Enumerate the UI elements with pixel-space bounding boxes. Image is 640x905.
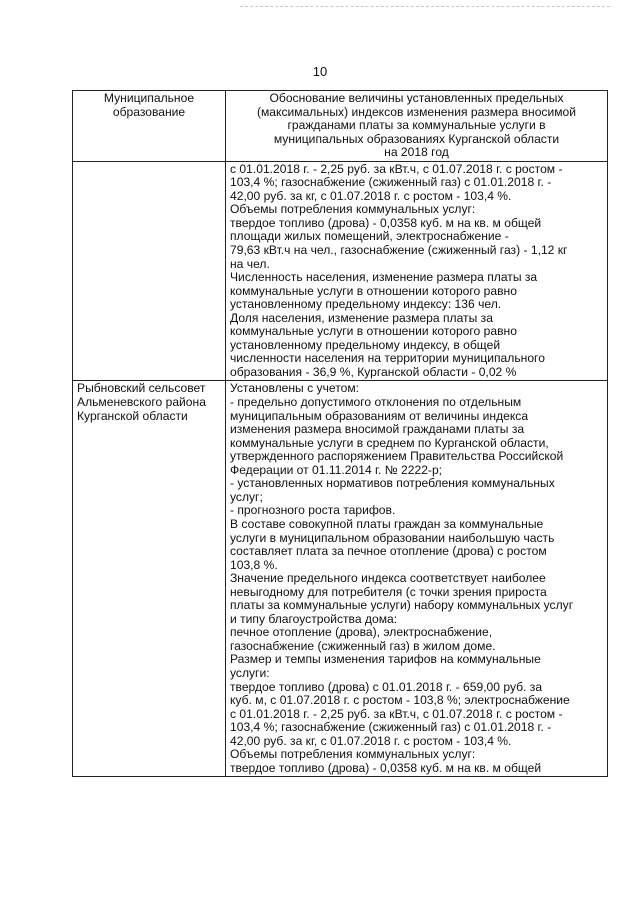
text-line: на чел. [230, 256, 270, 271]
page-number: 10 [312, 64, 328, 79]
text-line: Объемы потребления коммунальных услуг: [230, 202, 476, 217]
text-line: 103,4 %; газоснабжение (сжиженный газ) с 01.01.2018 г. - [230, 175, 552, 190]
text-line: и типу благоустройства дома: [230, 611, 398, 626]
text-line: образования - 36,9 %, Курганской области - 0,02 % [230, 364, 517, 379]
header-justification [226, 91, 608, 162]
text-line: утвержденного распоряжением Правительства Российской [230, 449, 564, 464]
header-line: образование [112, 104, 186, 119]
text-line: Установлены с учетом: [230, 381, 359, 396]
text-line: 42,00 руб. за кг, с 01.07.2018 г. с ростом - 103,4 %. [230, 188, 512, 203]
header-line: Обоснование величины установленных предельных [269, 91, 564, 105]
text-line: составляет плата за печное отопление (дрова) с ростом [230, 544, 547, 559]
municipality-line: Альменевского района [77, 395, 206, 410]
text-line: услуги в муниципальном образовании наибольшую часть [230, 530, 555, 545]
text-line: коммунальные услуги в отношении которого равно [230, 283, 517, 298]
text-line: с 01.01.2018 г. - 2,25 руб. за кВт.ч, с 01.07.2018 г. с ростом - [230, 161, 563, 176]
text-line: - прогнозного роста тарифов. [230, 503, 396, 518]
tariff-table [72, 90, 608, 777]
text-line: установленному предельному индексу, в общей [230, 337, 501, 352]
municipality-cell [73, 381, 226, 777]
text-line: услуги: [230, 665, 270, 680]
text-line: площади жилых помещений, электроснабжение - [230, 229, 509, 244]
text-line: изменения размера вносимой гражданами платы за [230, 422, 525, 437]
text-line: платы за коммунальные услуги) набору коммунальных услуг [230, 598, 574, 613]
text-line: - установленных нормативов потребления коммунальных [230, 476, 555, 491]
municipality-cell [73, 161, 226, 381]
justification-cell [226, 161, 608, 381]
text-line: газоснабжение (сжиженный газ) в жилом доме. [230, 638, 496, 653]
text-line: 42,00 руб. за кг, с 01.07.2018 г. с ростом - 103,4 %. [230, 733, 512, 748]
text-line: 79,63 кВт.ч на чел., газоснабжение (сжиженный газ) - 1,12 кг [230, 243, 568, 258]
text-line: услуг; [230, 489, 263, 504]
text-line: Объемы потребления коммунальных услуг: [230, 747, 476, 762]
text-line: с 01.01.2018 г. - 2,25 руб. за кВт.ч, с 01.07.2018 г. с ростом - [230, 706, 563, 721]
text-line: куб. м, с 01.07.2018 г. с ростом - 103,8 %; электроснабжение [230, 693, 570, 708]
header-line: муниципальных образованиях Курганской области [273, 131, 560, 146]
header-line: (максимальных) индексов изменения размера вносимой [256, 104, 577, 119]
text-line: - предельно допустимого отклонения по отдельным [230, 395, 522, 410]
header-municipality [73, 91, 226, 162]
text-line: установленному предельному индексу: 136 чел. [230, 297, 502, 312]
municipality-line: Рыбновский сельсовет [77, 381, 206, 396]
text-line: твердое топливо (дрова) - 0,0358 куб. м на кв. м общей [230, 215, 542, 230]
table-header-row [73, 91, 608, 162]
text-line: коммунальные услуги в отношении которого равно [230, 324, 517, 339]
justification-cell [226, 381, 608, 777]
text-line: Значение предельного индекса соответствует наиболее [230, 571, 546, 586]
header-line: на 2018 год [384, 145, 449, 160]
text-line: невыгодному для потребителя (с точки зрения прироста [230, 584, 547, 599]
text-line: Размер и темпы изменения тарифов на коммунальные [230, 652, 541, 667]
text-line: муниципальным образованиям от величины индекса [230, 408, 529, 423]
text-line: твердое топливо (дрова) с 01.01.2018 г. - 659,00 руб. за [230, 679, 543, 694]
text-line: 103,4 %; газоснабжение (сжиженный газ) с 01.01.2018 г. - [230, 720, 552, 735]
scan-artifact [240, 6, 610, 9]
text-line: коммунальные услуги в среднем по Курганской области, [230, 435, 549, 450]
header-line: гражданами платы за коммунальные услуги в [287, 118, 546, 133]
text-line: Доля населения, изменение размера платы за [230, 310, 493, 325]
text-line: Федерации от 01.11.2014 г. № 2222-р; [230, 462, 443, 477]
text-line: Численность населения, изменение размера платы за [230, 270, 538, 285]
text-line: численности населения на территории муниципального [230, 351, 545, 366]
table-row [73, 381, 608, 777]
text-line: твердое топливо (дрова) - 0,0358 куб. м на кв. м общей [230, 760, 542, 775]
text-line: печное отопление (дрова), электроснабжение, [230, 625, 493, 640]
municipality-line: Курганской области [77, 408, 188, 423]
text-line: В составе совокупной платы граждан за коммунальные [230, 516, 544, 531]
table-row [73, 161, 608, 381]
header-line: Муниципальное [103, 91, 195, 105]
text-line: 103,8 %. [230, 557, 278, 572]
